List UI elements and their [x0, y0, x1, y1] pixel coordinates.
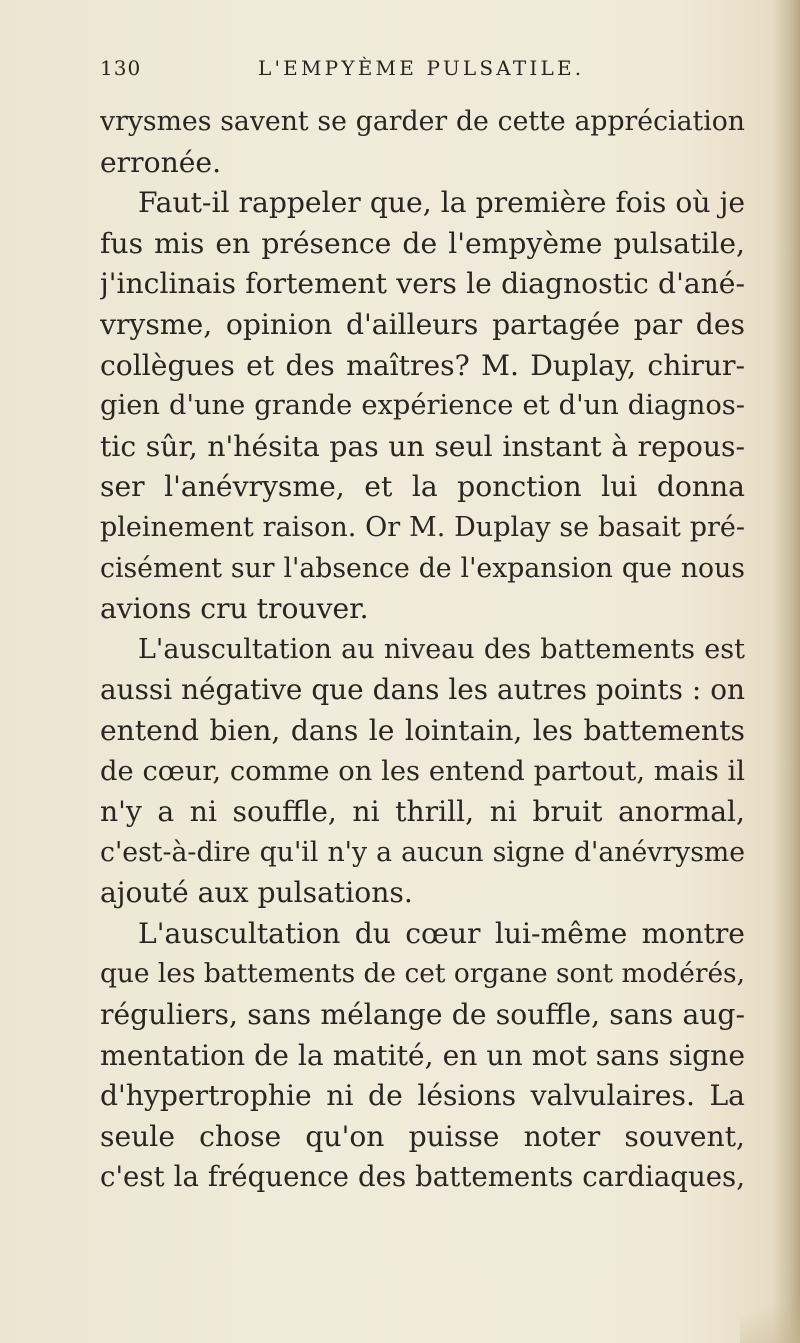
text-line: collègues et des maîtres? M. Duplay, chirur-	[100, 348, 745, 382]
text-line: entend bien, dans le lointain, les battements	[100, 713, 745, 747]
text-line: de cœur, comme on les entend partout, mais il	[100, 755, 745, 787]
text-line: fus mis en présence de l'empyème pulsatile,	[100, 226, 745, 260]
text-line: que les battements de cet organe sont modérés,	[100, 958, 745, 990]
page-corner	[740, 1253, 800, 1343]
text-line: c'est-à-dire qu'il n'y a aucun signe d'anévrysme	[100, 836, 745, 868]
text-line: réguliers, sans mélange de souffle, sans aug-	[100, 998, 745, 1032]
page-number: 130	[100, 56, 142, 80]
running-title: L'EMPYÈME PULSATILE.	[258, 56, 585, 80]
text-line: avions cru trouver.	[100, 592, 369, 626]
text-line: j'inclinais fortement vers le diagnostic d'ané-	[100, 267, 745, 301]
text-line: mentation de la matité, en un mot sans signe	[100, 1038, 745, 1072]
text-line: L'auscultation au niveau des battements est	[138, 633, 745, 665]
text-line: n'y a ni souffle, ni thrill, ni bruit anormal,	[100, 795, 745, 829]
text-line: gien d'une grande expérience et d'un diagnos-	[100, 390, 745, 422]
text-line: ajouté aux pulsations.	[100, 876, 413, 910]
text-line: erronée.	[100, 145, 222, 179]
text-line: L'auscultation du cœur lui-même montre	[138, 916, 745, 950]
text-line: vrysmes savent se garder de cette appréciation	[100, 106, 745, 137]
text-line: aussi négative que dans les autres points : on	[100, 673, 745, 707]
text-line: d'hypertrophie ni de lésions valvulaires. La	[100, 1079, 745, 1113]
text-line: pleinement raison. Or M. Duplay se basait pré-	[100, 511, 745, 543]
text-line: tic sûr, n'hésita pas un seul instant à repous-	[100, 429, 745, 463]
body-text	[100, 102, 745, 1198]
page-edge-shadow	[772, 0, 800, 1343]
running-header	[100, 56, 740, 86]
text-line: cisément sur l'absence de l'expansion que nous	[100, 552, 745, 584]
text-line: ser l'anévrysme, et la ponction lui donna	[100, 470, 745, 504]
text-line: Faut-il rappeler que, la première fois où je	[138, 186, 745, 220]
text-line: c'est la fréquence des battements cardiaques,	[100, 1160, 745, 1194]
text-line: seule chose qu'on puisse noter souvent,	[100, 1119, 745, 1153]
text-line: vrysme, opinion d'ailleurs partagée par des	[100, 307, 745, 341]
